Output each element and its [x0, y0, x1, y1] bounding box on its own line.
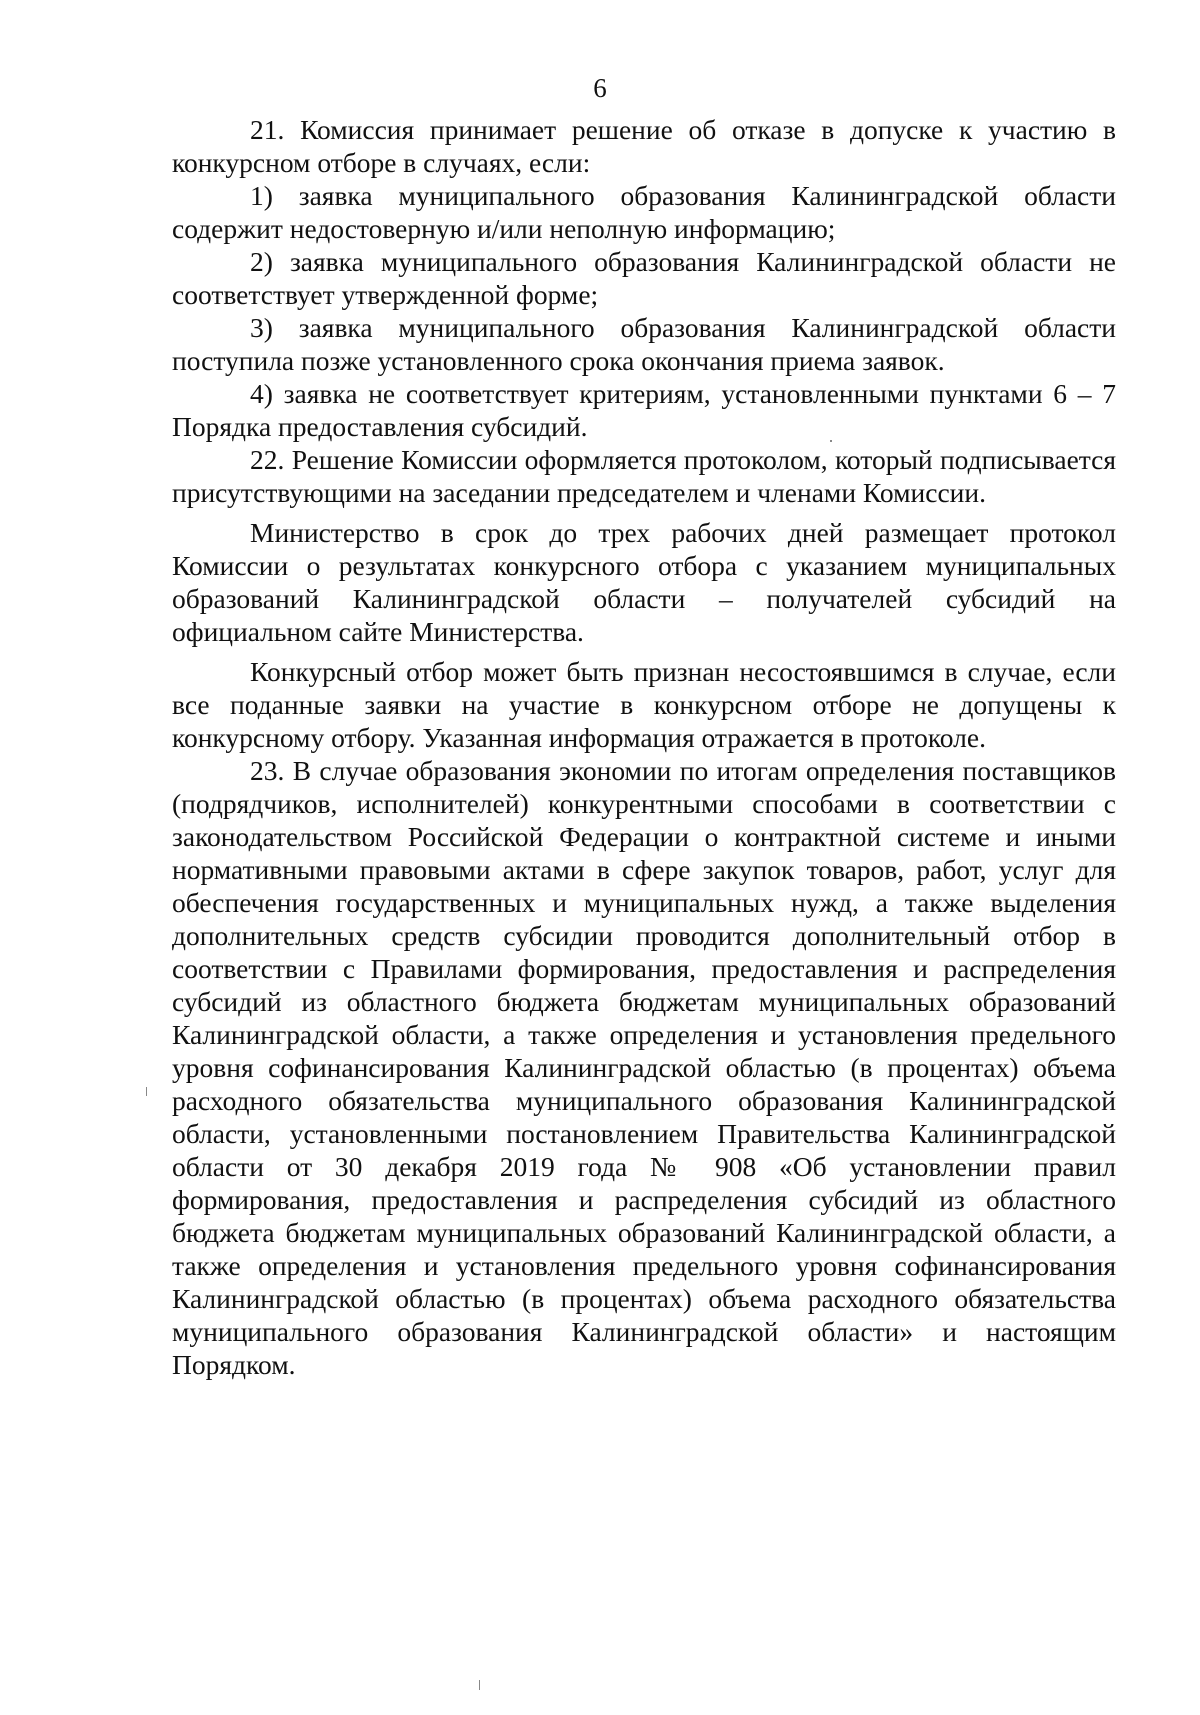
paragraph-21-item-2: 2) заявка муниципального образования Калининградской области не соответствует утвержденной форме; — [172, 246, 1116, 310]
paragraph-21-item-4: 4) заявка не соответствует критериям, установленными пунктами 6 – 7 Порядка предоставления субсидий. — [172, 378, 1116, 442]
scan-speck — [830, 440, 832, 442]
scan-speck — [479, 1680, 480, 1690]
paragraph-21-item-3: 3) заявка муниципального образования Калининградской области поступила позже установленного срока окончания приема заявок. — [172, 312, 1116, 376]
paragraph-ministry-protocol: Министерство в срок до трех рабочих дней размещает протокол Комиссии о результатах конкурсного отбора с указанием муниципальных образований Калининградской области – получателей субсидий на официальном сайте Министерства. — [172, 517, 1116, 647]
paragraph-21: 21. Комиссия принимает решение об отказе в допуске к участию в конкурсном отборе в случаях, если: — [172, 114, 1116, 178]
paragraph-21-item-1: 1) заявка муниципального образования Калининградской области содержит недостоверную и/или неполную информацию; — [172, 180, 1116, 244]
page-number: 6 — [593, 73, 607, 103]
scan-speck — [146, 1087, 147, 1096]
paragraph-23: 23. В случае образования экономии по итогам определения поставщиков (подрядчиков, исполнителей) конкурентными способами в соответствии с законодательством Российской Федерации о контрактной системе и иными нормативными правовыми актами в сфере закупок товаров, работ, услуг для обеспечения государственных и муниципальных нужд, а также выделения дополнительных средств субсидии проводится дополнительный отбор в соответствии с Правилами формирования, предоставления и распределения субсидий из областного бюджета бюджетам муниципальных образований Калининградской области, а также определения и установления предельного уровня софинансирования Калининградской областью (в процентах) объема расходного обязательства муниципального образования Калининградской области, установленными постановлением Правительства Калининградской области от 30 декабря 2019 года № 908 «Об установлении правил формирования, предоставления и распределения субсидий из областного бюджета бюджетам муниципальных образований Калининградской области, а также определения и установления предельного уровня софинансирования Калининградской областью (в процентах) объема расходного обязательства муниципального образования Калининградской области» и настоящим Порядком. — [172, 755, 1116, 1380]
document-body — [172, 113, 1116, 1381]
paragraph-failed-selection: Конкурсный отбор может быть признан несостоявшимся в случае, если все поданные заявки на участие в конкурсном отборе не допущены к конкурсному отбору. Указанная информация отражается в протоколе. — [172, 656, 1116, 753]
paragraph-22: 22. Решение Комиссии оформляется протоколом, который подписывается присутствующими на заседании председателем и членами Комиссии. — [172, 444, 1116, 508]
